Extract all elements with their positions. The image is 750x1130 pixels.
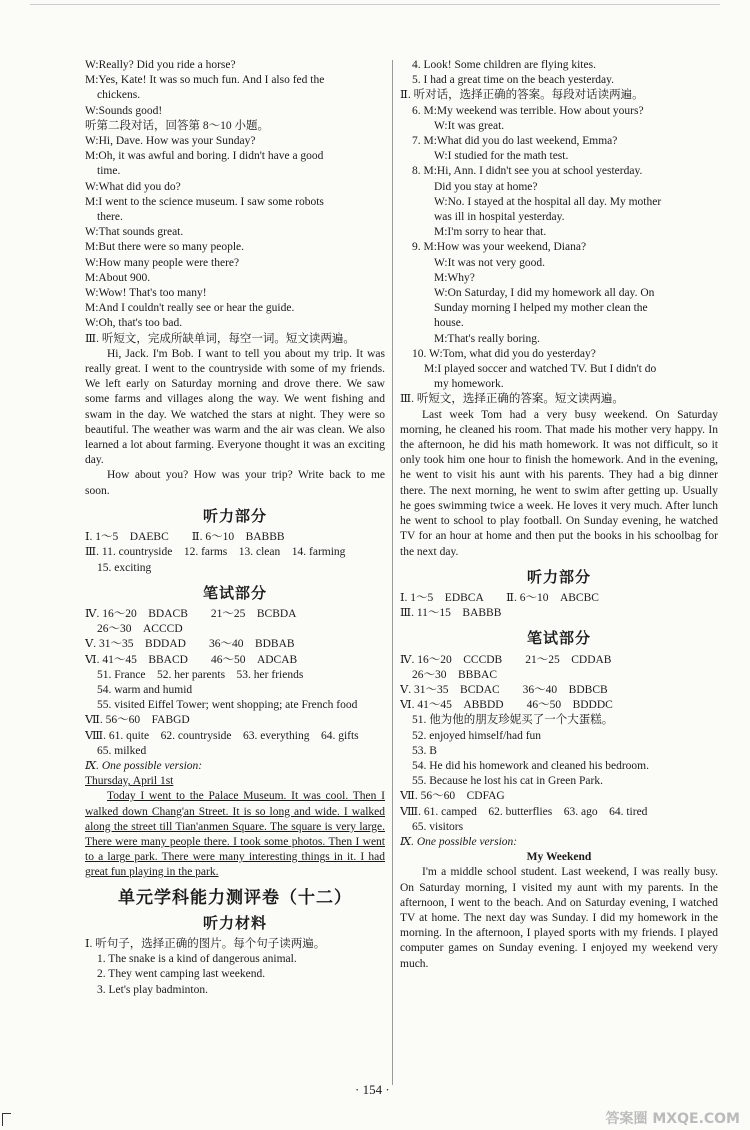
- right-top-lines: [400, 58, 718, 88]
- answer-line: Ⅲ. 11～15 BABBB: [400, 607, 502, 620]
- dialog-line: W:That sounds great.: [85, 226, 184, 239]
- dialog-line: M:That's really boring.: [434, 332, 540, 345]
- answer-line: 54. He did his homework and cleaned his bedroom.: [412, 759, 649, 772]
- answer-line: Ⅷ. 61. quite 62. countryside 63. everything 64. gifts: [85, 729, 359, 742]
- right-passage: [400, 408, 718, 560]
- top-rule: [30, 4, 720, 5]
- left-version-label: Ⅸ. One possible version:: [85, 759, 203, 772]
- answer-line: Ⅶ. 56～60 CDFAG: [400, 790, 505, 803]
- answer-line: 55. Because he lost his cat in Green Park.: [412, 775, 603, 788]
- essay-title: My Weekend: [526, 851, 592, 864]
- right-section2-title: Ⅱ. 听对话，选择正确的答案。每段对话读两遍。: [400, 89, 644, 102]
- right-passage-text: Last week Tom had a very busy weekend. On Saturday morning, he cleaned his room. That made his mother very happy. In the afternoon, he did his math homework. It was not difficult, so it only took him one hour to finish the homework. And in the evening, he went to visit his aunt with his parents. They had a big dinner there. The next morning, he went to swim after getting up. Usually he goes swimming twice a week. He loves it very much. After lunch he went to school to play football. On Sunday evening, he watched TV for an hour at home and then put the books in his schoolbag for the next day.: [400, 408, 718, 558]
- dialog-line: W:It was not very good.: [434, 256, 546, 269]
- answer-line: 65. milked: [97, 744, 147, 757]
- dialog-line: M:Why?: [434, 271, 475, 284]
- material-line: 2. They went camping last weekend.: [97, 968, 266, 981]
- answer-line: Ⅲ. 11. countryside 12. farms 13. clean 14. farming: [85, 546, 346, 559]
- dialog-line: was ill in hospital yesterday.: [434, 211, 565, 224]
- answer-line: Ⅵ. 41～45 BBACD 46～50 ADCAB: [85, 653, 298, 666]
- dialog-line: house.: [434, 317, 464, 330]
- dialog-line: W:Wow! That's too many!: [85, 287, 207, 300]
- dialog-line: Sunday morning I helped my mother clean the: [434, 302, 648, 315]
- dialog-line: W:Hi, Dave. How was your Sunday?: [85, 135, 256, 148]
- dialog-line: 10. W:Tom, what did you do yesterday?: [412, 347, 596, 360]
- dialog-line: chickens.: [97, 89, 141, 102]
- corner-mark: [2, 1113, 11, 1126]
- material-line: 1. The snake is a kind of dangerous animal.: [97, 953, 297, 966]
- left-listening-heading: 听力部分: [202, 506, 267, 525]
- material-heading: 听力材料: [202, 913, 267, 932]
- answer-line: Ⅵ. 41～45 ABBDD 46～50 BDDDC: [400, 699, 613, 712]
- answer-line: Ⅳ. 16～20 BDACB 21～25 BCBDA: [85, 607, 297, 620]
- dialog-line: 听第二段对话，回答第 8～10 小题。: [85, 119, 269, 132]
- answer-line: 65. visitors: [412, 820, 464, 833]
- dialog-line: M:I went to the science museum. I saw some robots: [85, 195, 324, 208]
- left-passage: [85, 347, 385, 499]
- right-essay: [400, 865, 718, 971]
- dialog-line: W:How many people were there?: [85, 256, 240, 269]
- dialog-line: W:Oh, that's too bad.: [85, 317, 183, 330]
- left-column: [85, 58, 385, 998]
- right-written-heading: 笔试部分: [526, 629, 591, 648]
- dialog-line: my homework.: [434, 378, 504, 391]
- answer-line: Ⅰ. 1～5 DAEBC Ⅱ. 6～10 BABBB: [85, 531, 285, 544]
- dialog-line: there.: [97, 211, 123, 224]
- left-written-answers: [85, 607, 385, 759]
- right-essay-text: I'm a middle school student. Last weekend, I was really busy. On Saturday morning, I visited my aunt with my parents. In the afternoon, I went to the beach. And on Saturday evening, I watched TV at home. The next day was Sunday. I did my homework in the morning. In the afternoon, I played sports with my friends. I played computer games on Sunday evening. I enjoyed my weekend very much.: [400, 866, 718, 970]
- material-lines: [85, 952, 385, 998]
- passage-paragraph: How about you? How was your trip? Write back to me soon.: [85, 469, 385, 497]
- page-number: · 154 ·: [355, 1082, 390, 1097]
- left-section3-title: Ⅲ. 听短文，完成所缺单词，每空一词。短文读两遍。: [85, 332, 355, 345]
- dialog-line: M:Oh, it was awful and boring. I didn't have a good: [85, 150, 324, 163]
- dialog-line: M:About 900.: [85, 271, 151, 284]
- dialog-line: M:Yes, Kate! It was so much fun. And I also fed the: [85, 74, 325, 87]
- dialog-line: Did you stay at home?: [434, 180, 538, 193]
- dialog-line: M:I played soccer and watched TV. But I didn't do: [424, 363, 657, 376]
- answer-line: 53. B: [412, 744, 437, 757]
- answer-line: 26～30 BBBAC: [412, 668, 497, 681]
- answer-line: 15. exciting: [97, 561, 152, 574]
- dialog-line: time.: [97, 165, 121, 178]
- answer-line: 54. warm and humid: [97, 683, 193, 696]
- right-listening-answers: [400, 591, 718, 621]
- answer-line: Ⅰ. 1～5 EDBCA Ⅱ. 6～10 ABCBC: [400, 591, 599, 604]
- left-dialog: [85, 58, 385, 332]
- right-column: [400, 58, 718, 972]
- right-listening-heading: 听力部分: [526, 567, 591, 586]
- dialog-line: 6. M:My weekend was terrible. How about yours?: [412, 104, 644, 117]
- answer-line: Ⅴ. 31～35 BCDAC 36～40 BDBCB: [400, 683, 608, 696]
- answer-line: 26～30 ACCCD: [97, 623, 183, 636]
- dialog-line: M:And I couldn't really see or hear the guide.: [85, 302, 295, 315]
- answer-line: Ⅶ. 56～60 FABGD: [85, 714, 190, 727]
- dialog-line: W:Really? Did you ride a horse?: [85, 59, 236, 71]
- material-line: 3. Let's play badminton.: [97, 983, 208, 996]
- right-dialogs: [400, 104, 718, 393]
- passage-paragraph: Hi, Jack. I'm Bob. I want to tell you about my trip. It was really great. I went to the countryside with some of my friends. We left early on Saturday morning and drove there. We saw some farms and villages along the way. We went fishing and swam in the day. We watched the stars at night. They were so beautiful. The weather was warm and the air was clean. We also learned a lot about farming. Everyone thought it was an exciting day.: [85, 347, 385, 467]
- answer-line: Ⅳ. 16～20 CCCDB 21～25 CDDAB: [400, 653, 612, 666]
- dialog-line: 7. M:What did you do last weekend, Emma?: [412, 135, 618, 148]
- dialog-line: M:But there were so many people.: [85, 241, 245, 254]
- left-listening-answers: [85, 530, 385, 576]
- left-essay: [85, 789, 385, 880]
- dialog-line: W:I studied for the math test.: [434, 150, 569, 163]
- dialog-line: 9. M:How was your weekend, Diana?: [412, 241, 587, 254]
- dialog-line: W:Sounds good!: [85, 104, 163, 117]
- material-line: 4. Look! Some children are flying kites.: [412, 59, 596, 71]
- right-section3-title: Ⅲ. 听短文，选择正确的答案。短文读两遍。: [400, 393, 624, 406]
- left-written-heading: 笔试部分: [202, 583, 267, 602]
- answer-line: 55. visited Eiffel Tower; went shopping; ate French food: [97, 699, 358, 712]
- answer-line: Ⅷ. 61. camped 62. butterflies 63. ago 64. tired: [400, 805, 648, 818]
- dialog-line: 8. M:Hi, Ann. I didn't see you at school yesterday.: [412, 165, 643, 178]
- unit-title: 单元学科能力测评卷（十二）: [118, 887, 352, 908]
- dialog-line: W:What did you do?: [85, 180, 181, 193]
- dialog-line: W:No. I stayed at the hospital all day. My mother: [434, 195, 662, 208]
- left-essay-text: Today I went to the Palace Museum. It was cool. Then I walked down Chang'an Street. It is so long and wide. I walked along the street till Tian'anmen Square. The square is very large. There were many people there. I took some photos. Then I went to a large park. There were many interesting things in it. I had great fun playing in the park.: [85, 790, 385, 879]
- answer-line: Ⅴ. 31～35 BDDAD 36～40 BDBAB: [85, 638, 295, 651]
- dialog-line: M:I'm sorry to hear that.: [434, 226, 547, 239]
- right-version-label: Ⅸ. One possible version:: [400, 835, 518, 848]
- essay-date: Thursday, April 1st: [85, 775, 174, 788]
- answer-line: 51. France 52. her parents 53. her friends: [97, 668, 304, 681]
- dialog-line: W:On Saturday, I did my homework all day. On: [434, 287, 655, 300]
- answer-line: 52. enjoyed himself/had fun: [412, 729, 542, 742]
- column-divider: [392, 60, 393, 1085]
- dialog-line: W:It was great.: [434, 119, 505, 132]
- answer-line: 51. 他为他的朋友珍妮买了一个大蛋糕。: [412, 714, 614, 727]
- watermark: 答案圈 MXQE.COM: [605, 1111, 740, 1127]
- right-written-answers: [400, 653, 718, 835]
- material-line: 5. I had a great time on the beach yesterday.: [412, 74, 615, 87]
- material-intro: Ⅰ. 听句子，选择正确的图片。每个句子读两遍。: [85, 937, 326, 950]
